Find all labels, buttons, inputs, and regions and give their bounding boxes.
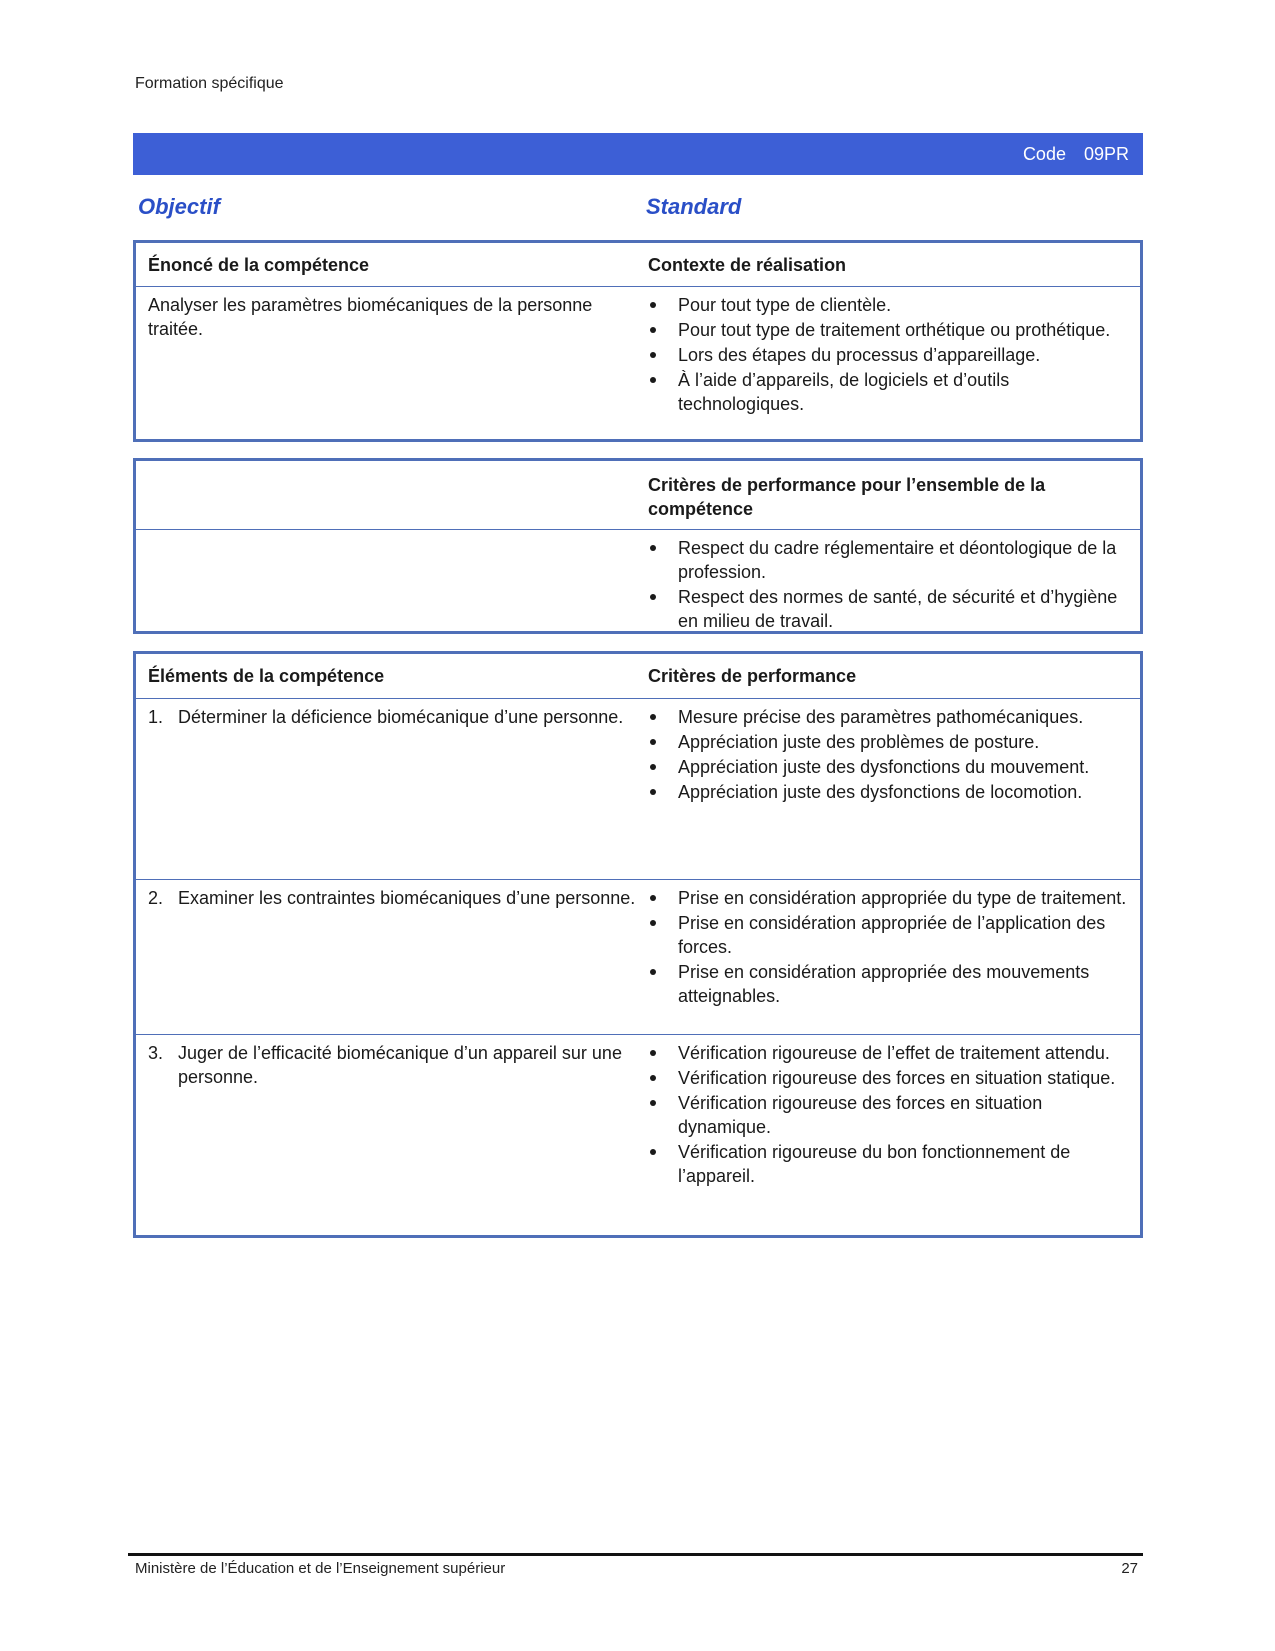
code-banner — [133, 133, 1143, 175]
list-item: À l’aide d’appareils, de logiciels et d’outils technologiques. — [648, 368, 1136, 416]
element-item: 3. Juger de l’efficacité biomécanique d’un appareil sur une personne. — [148, 1043, 622, 1087]
bullet-icon — [650, 1075, 656, 1081]
table-header-row — [136, 243, 1140, 286]
list-item: Respect des normes de santé, de sécurité et d’hygiène en milieu de travail. — [648, 585, 1136, 633]
bullet-icon — [650, 714, 656, 720]
bullet-icon — [650, 920, 656, 926]
criteria-list — [648, 705, 1136, 805]
bullet-icon — [650, 594, 656, 600]
code-label: Code — [1022, 143, 1066, 164]
element-item: 1. Déterminer la déficience biomécanique d’une personne. — [148, 707, 624, 727]
code-value: 09PR — [1083, 143, 1129, 164]
objective-title: Objectif — [138, 194, 220, 219]
table-row — [136, 698, 1140, 879]
bullet-icon — [650, 1100, 656, 1106]
list-item: Prise en considération appropriée du type de traitement. — [648, 886, 1136, 910]
table-row — [136, 286, 1140, 439]
table-header-row — [136, 461, 1140, 529]
table-row — [136, 529, 1140, 631]
elements-table — [133, 651, 1143, 1238]
table-row — [136, 879, 1140, 1034]
statement-header: Énoncé de la compétence — [148, 255, 370, 275]
bullet-icon — [650, 352, 656, 358]
list-item: Vérification rigoureuse des forces en situation dynamique. — [648, 1091, 1136, 1139]
page-number: 27 — [1121, 1560, 1138, 1577]
bullet-icon — [650, 969, 656, 975]
criteria-header: Critères de performance — [648, 666, 857, 686]
bullet-icon — [650, 739, 656, 745]
bullet-icon — [650, 327, 656, 333]
list-item: Vérification rigoureuse du bon fonctionnement de l’appareil. — [648, 1140, 1136, 1188]
standard-title: Standard — [646, 194, 742, 219]
list-item: Appréciation juste des dysfonctions de locomotion. — [648, 780, 1136, 804]
bullet-icon — [650, 764, 656, 770]
table-row — [136, 1034, 1140, 1235]
table-header-row — [136, 654, 1140, 698]
running-header: Formation spécifique — [135, 75, 284, 92]
element-item: 2. Examiner les contraintes biomécaniques d’une personne. — [148, 888, 636, 908]
competence-statement: Analyser les paramètres biomécaniques de la personne traitée. — [148, 295, 593, 339]
list-item: Prise en considération appropriée des mouvements atteignables. — [648, 960, 1136, 1008]
elements-header: Éléments de la compétence — [148, 666, 385, 686]
bullet-icon — [650, 377, 656, 383]
list-item: Lors des étapes du processus d’appareillage. — [648, 343, 1136, 367]
context-list — [648, 293, 1136, 417]
list-item: Pour tout type de traitement orthétique ou prothétique. — [648, 318, 1136, 342]
list-item: Vérification rigoureuse des forces en situation statique. — [648, 1066, 1136, 1090]
bullet-icon — [650, 1149, 656, 1155]
footer-rule — [128, 1553, 1143, 1556]
footer-ministry: Ministère de l’Éducation et de l’Enseignement supérieur — [135, 1560, 506, 1577]
bullet-icon — [650, 302, 656, 308]
criteria-list — [648, 886, 1136, 1009]
list-item: Appréciation juste des problèmes de posture. — [648, 730, 1136, 754]
overall-criteria-list — [648, 536, 1136, 634]
criteria-list — [648, 1041, 1136, 1189]
bullet-icon — [650, 895, 656, 901]
list-item: Mesure précise des paramètres pathomécaniques. — [648, 705, 1136, 729]
bullet-icon — [650, 1050, 656, 1056]
bullet-icon — [650, 789, 656, 795]
list-item: Pour tout type de clientèle. — [648, 293, 1136, 317]
bullet-icon — [650, 545, 656, 551]
overall-criteria-table — [133, 458, 1143, 634]
list-item: Vérification rigoureuse de l’effet de traitement attendu. — [648, 1041, 1136, 1065]
list-item: Prise en considération appropriée de l’application des forces. — [648, 911, 1136, 959]
list-item: Respect du cadre réglementaire et déontologique de la profession. — [648, 536, 1136, 584]
list-item: Appréciation juste des dysfonctions du mouvement. — [648, 755, 1136, 779]
overall-criteria-header: Critères de performance pour l’ensemble de la compétence — [648, 475, 1046, 519]
competence-statement-table — [133, 240, 1143, 442]
context-header: Contexte de réalisation — [648, 255, 847, 275]
